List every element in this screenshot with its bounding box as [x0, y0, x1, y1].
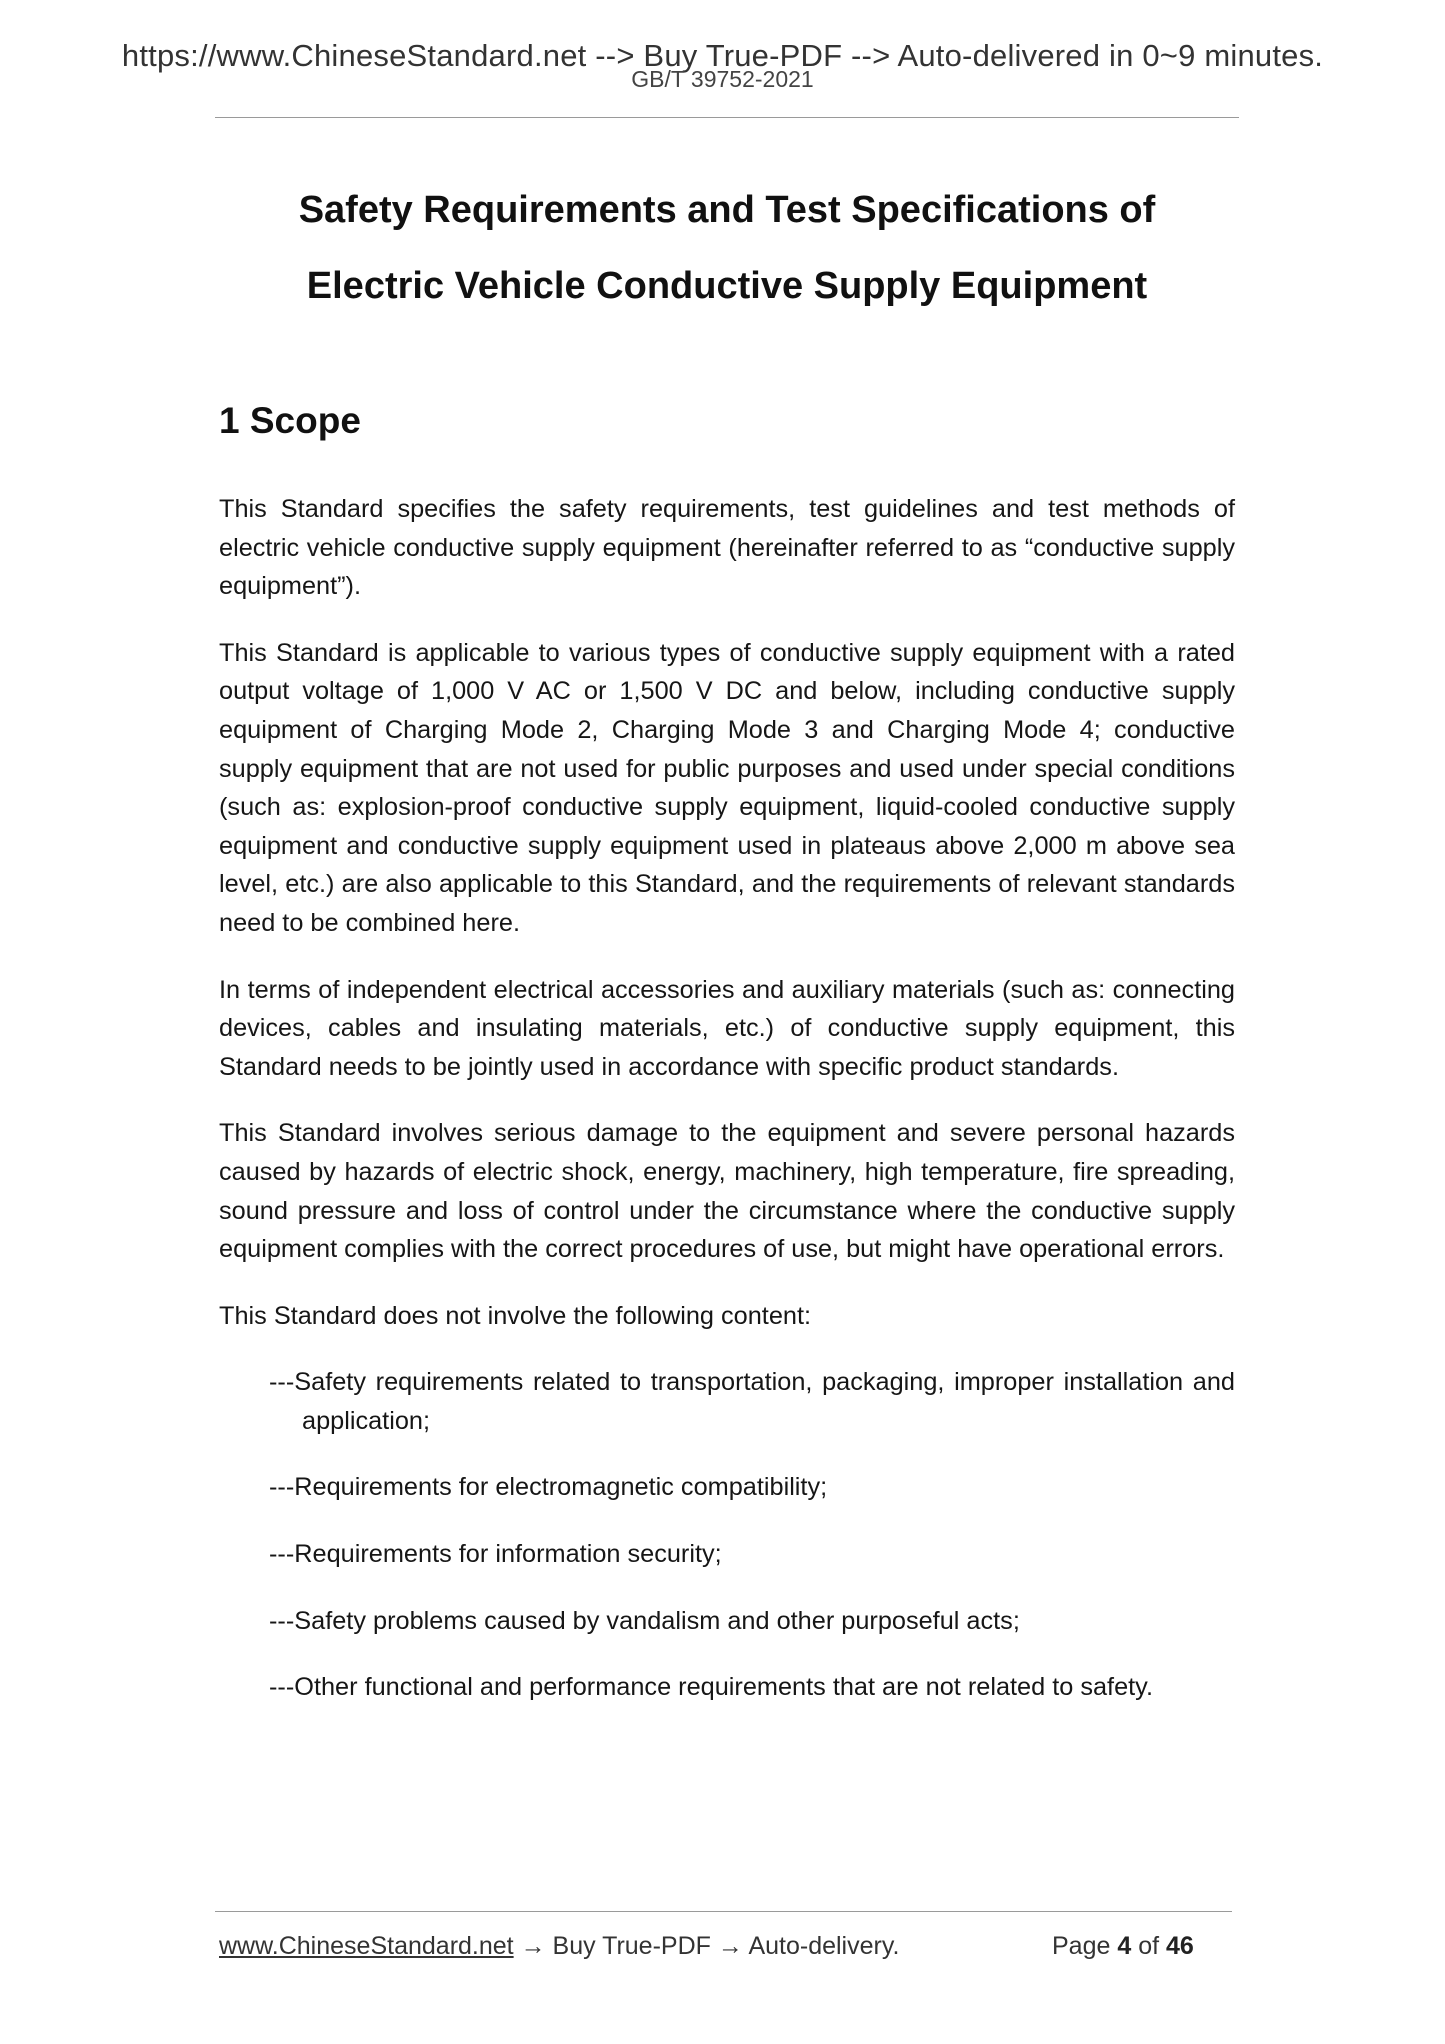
- page-number: 4: [1117, 1932, 1132, 1960]
- paragraph: In terms of independent electrical accessories and auxiliary materials (such as: connecting devices, cables and insulating materials, etc.) of conductive supply equipment, this Standard needs to be jointly used in accordance with specific product standards.: [219, 975, 1235, 1081]
- standard-code: GB/T 39752-2021: [631, 66, 814, 92]
- arrow-right-icon: →: [520, 1932, 546, 1960]
- title-line-2: Electric Vehicle Conductive Supply Equipment: [306, 265, 1148, 307]
- of-label: of: [1138, 1932, 1160, 1960]
- paragraph: This Standard involves serious damage to the equipment and severe personal hazards caused by hazards of electric shock, energy, machinery, high temperature, fire spreading, sound pressure and loss of control under the circumstance where the conductive supply equipment complies with the correct procedures of use, but might have operational errors.: [219, 1119, 1235, 1264]
- header-divider: [215, 117, 1239, 118]
- list-item: ---Other functional and performance requirements that are not related to safety.: [269, 1673, 1153, 1702]
- page-label: Page: [1052, 1932, 1111, 1960]
- list-item: ---Safety problems caused by vandalism and other purposeful acts;: [269, 1606, 1020, 1635]
- paragraph: This Standard is applicable to various types of conductive supply equipment with a rated output voltage of 1,000 V AC or 1,500 V DC and below, including conductive supply equipment of Charging Mode 2, Charging Mode 3 and Charging Mode 4; conductive supply equipment that are not used for public purposes and used under special conditions (such as: explosion-proof conductive supply equipment, liquid-cooled conductive supply equipment and conductive supply equipment used in plateaus above 2,000 m above sea level, etc.) are also applicable to this Standard, and the requirements of relevant standards need to be combined here.: [219, 638, 1235, 937]
- paragraph: This Standard specifies the safety requirements, test guidelines and test methods of electric vehicle conductive supply equipment (hereinafter referred to as “conductive supply equipment”).: [219, 495, 1235, 601]
- exclusion-list: [219, 1363, 1235, 1707]
- list-item: ---Safety requirements related to transportation, packaging, improper installation and application;: [269, 1368, 1235, 1435]
- arrow-right-icon: →: [717, 1932, 743, 1960]
- title-line-1: Safety Requirements and Test Specifications of: [298, 189, 1156, 231]
- section-heading-scope: 1 Scope: [219, 400, 361, 441]
- document-title: [215, 172, 1239, 324]
- delivery-text: Auto-delivery.: [748, 1932, 900, 1960]
- buy-pdf-text: Buy True-PDF: [552, 1932, 711, 1960]
- site-link[interactable]: www.ChineseStandard.net: [219, 1932, 514, 1960]
- scope-body: [219, 490, 1235, 1735]
- page-total: 46: [1166, 1932, 1194, 1960]
- footer-links: [219, 1932, 899, 1961]
- source-banner: https://www.ChineseStandard.net --> Buy True-PDF --> Auto-delivered in 0~9 minutes.: [121, 38, 1324, 73]
- paragraph: This Standard does not involve the following content:: [219, 1301, 812, 1330]
- list-item: ---Requirements for electromagnetic compatibility;: [269, 1473, 828, 1502]
- footer-divider: [215, 1911, 1232, 1912]
- list-item: ---Requirements for information security;: [269, 1540, 722, 1569]
- page-indicator: [1052, 1932, 1194, 1961]
